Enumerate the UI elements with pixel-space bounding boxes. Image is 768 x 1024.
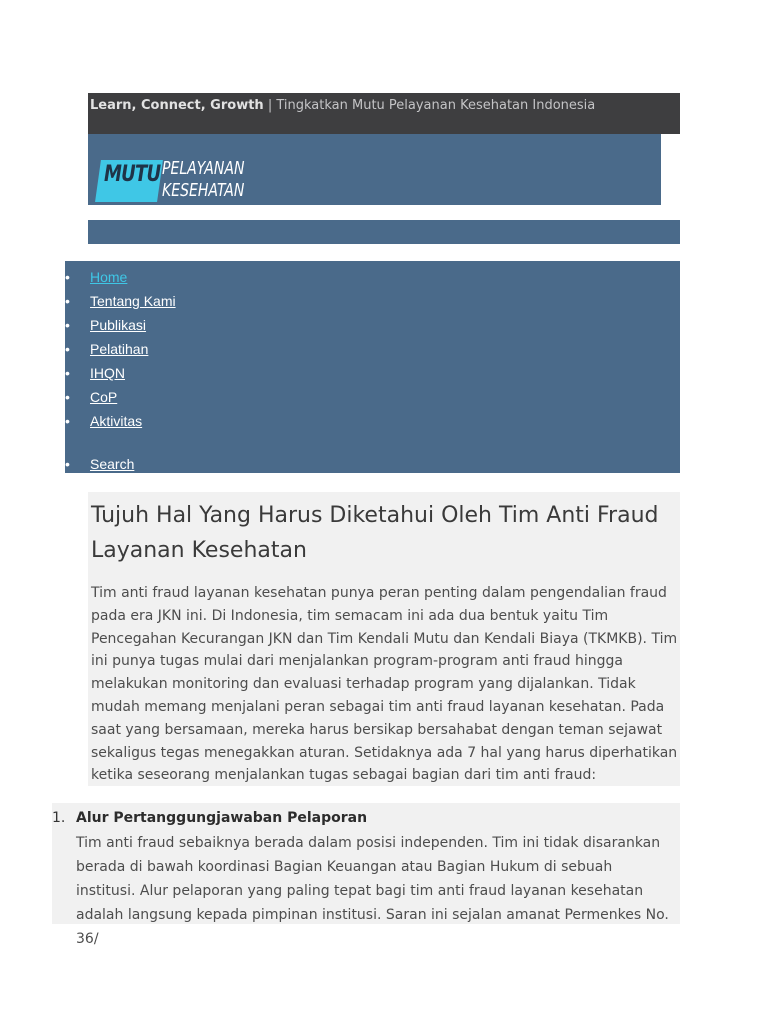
nav-link-search[interactable]: Search [90,456,135,472]
main-navigation [65,261,680,473]
nav-link-cop[interactable]: CoP [90,389,118,405]
nav-link-tentang-kami[interactable]: Tentang Kami [90,293,176,309]
nav-link-home[interactable]: Home [90,269,128,285]
article-title: Tujuh Hal Yang Harus Diketahui Oleh Tim Anti Fraud Layanan Kesehatan [91,503,659,563]
logo-line-1: PELAYANAN [162,158,245,179]
site-header [88,134,661,205]
list-item [52,803,680,947]
nav-link-aktivitas[interactable]: Aktivitas [90,413,143,429]
nav-link-pelatihan[interactable]: Pelatihan [90,341,149,357]
logo-mutu-text: MUTU [104,162,161,187]
logo-wordmark [162,158,244,202]
nav-bullet: • [65,269,70,285]
nav-link-ihqn[interactable]: IHQN [90,365,125,381]
nav-bullet: • [65,389,70,405]
nav-bullet: • [65,341,70,357]
tagline-separator: | [263,98,277,113]
nav-bullet: • [65,365,70,381]
list-item-body: Tim anti fraud sebaiknya berada dalam posisi independen. Tim ini tidak disarankan berada di bawah koordinasi Bagian Keuangan atau Bagian Hukum di sebuah institusi. Alur pelaporan yang paling tepat bagi tim anti fraud layanan kesehatan adalah langsung kepada pimpinan institusi. Saran ini sejalan amanat Permenkes No. 36/ [76,835,669,947]
nav-bullet: • [65,413,70,429]
site-subtitle: Tingkatkan Mutu Pelayanan Kesehatan Indonesia [276,98,596,113]
nav-link-publikasi[interactable]: Publikasi [90,317,147,333]
site-tagline: Learn, Connect, Growth [90,98,264,113]
nav-bullet: • [65,293,70,309]
article-header [88,492,680,786]
site-logo[interactable] [96,156,266,204]
header-strip [88,220,680,244]
nav-bullet: • [65,456,70,472]
logo-line-2: KESEHATAN [162,180,245,201]
article-intro: Tim anti fraud layanan kesehatan punya peran penting dalam pengendalian fraud pada era JKN ini. Di Indonesia, tim semacam ini ada dua bentuk yaitu Tim Pencegahan Kecurangan JKN dan Tim Kendali Mutu dan Kendali Biaya (TKMKB). Tim ini punya tugas mulai dari menjalankan program-program anti fraud hingga melakukan monitoring dan evaluasi terhadap program yang dijalankan. Tidak mudah memang menjalani peran sebagai tim anti fraud layanan kesehatan. Pada saat yang bersamaan, mereka harus bersikap bersahabat dengan teman sejawat sekaligus tegas menegakkan aturan. Setidaknya ada 7 hal yang harus diperhatikan ketika seseorang menjalankan tugas sebagai bagian dari tim anti fraud: [91,585,678,784]
list-item-heading: Alur Pertanggungjawaban Pelaporan [76,810,368,826]
list-item-number: 1. [52,810,66,826]
top-bar [88,93,680,134]
nav-bullet: • [65,317,70,333]
